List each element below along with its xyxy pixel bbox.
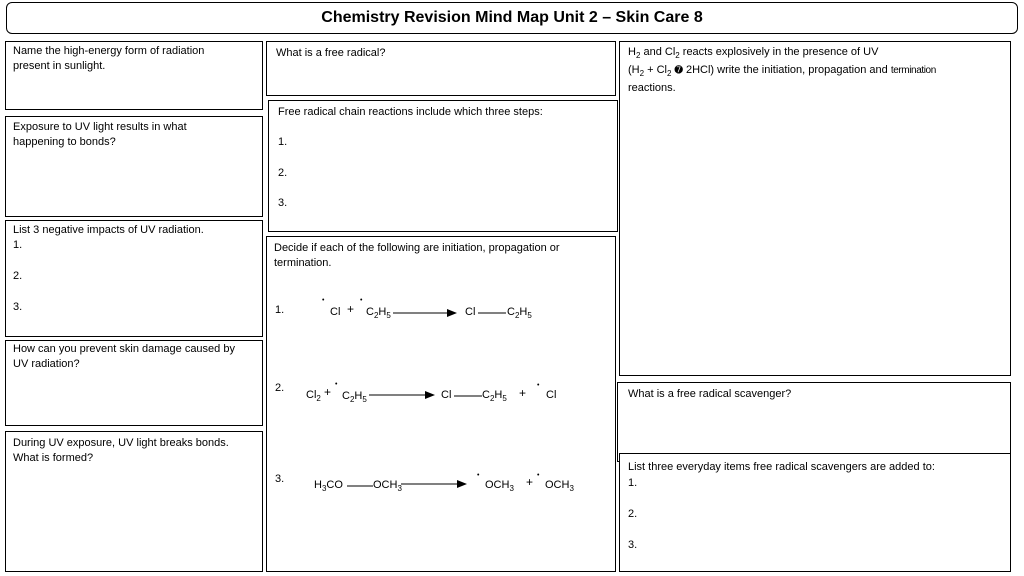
reaction-arrow xyxy=(401,480,467,488)
question-free-radical: What is a free radical? xyxy=(276,47,386,59)
product-ethyl: $C_2H_5$ xyxy=(507,306,532,321)
box-bonds-broken xyxy=(5,431,263,572)
radical-dot: • xyxy=(537,382,540,389)
box-scavenger xyxy=(617,382,1011,462)
reactant-cl-radical: Cl xyxy=(330,306,341,318)
radical-dot: • xyxy=(477,472,480,479)
question-line-2: ($H_2 + Cl_2$ ➐ 2HCl) write the initiation, propagation and termination xyxy=(628,64,936,79)
plus-sign: + xyxy=(526,475,534,489)
bond-line xyxy=(347,485,373,487)
question-uv-bonds: Exposure to UV light results in what happening to bonds? xyxy=(13,121,187,148)
box-scavenger-items xyxy=(619,453,1011,572)
product-ethyl: $C_2H_5$ xyxy=(482,389,507,404)
box-uv-impacts xyxy=(5,220,263,337)
step-number-3: 3. xyxy=(278,197,288,209)
box-hcl-reaction xyxy=(619,41,1011,376)
radical-dot: • xyxy=(335,381,338,388)
question-scavenger: What is a free radical scavenger? xyxy=(628,388,792,400)
radical-dot: • xyxy=(360,297,363,304)
product-cl: Cl xyxy=(465,306,476,318)
product-methoxy-radical: $OCH_3$ xyxy=(485,479,514,494)
reactant-ethyl-radical: $C_2H_5$ xyxy=(342,390,367,405)
item-number-1: 1. xyxy=(628,477,638,489)
question-chain-steps: Free radical chain reactions include which three steps: xyxy=(278,106,543,118)
radical-dot: • xyxy=(537,472,540,479)
box-chain-steps xyxy=(268,100,618,232)
plus-sign: + xyxy=(324,385,332,399)
bond-line xyxy=(478,312,506,314)
reaction-arrow xyxy=(369,391,435,399)
list-number-2: 2. xyxy=(13,270,23,282)
reactant-ethyl-radical: $C_2H_5$ xyxy=(366,306,391,321)
bond-line xyxy=(454,395,482,397)
question-scavenger-items: List three everyday items free radical scavengers are added to: xyxy=(628,461,935,473)
item-number-3: 3. xyxy=(628,539,638,551)
question-line-1: $H_2$ and $Cl_2$ reacts explosively in the presence of UV xyxy=(628,46,879,61)
page-title: Chemistry Revision Mind Map Unit 2 – Skin Care 8 xyxy=(321,9,703,26)
question-line-3: reactions. xyxy=(628,82,676,95)
question-hcl-reaction xyxy=(628,45,1008,96)
reaction-arrow xyxy=(393,309,457,317)
question-reaction-types: Decide if each of the following are initiation, propagation or termination. xyxy=(274,242,560,269)
box-uv-bonds xyxy=(5,116,263,217)
list-number-1: 1. xyxy=(13,239,23,251)
reaction-number-3: 3. xyxy=(275,473,285,485)
question-radiation-form: Name the high-energy form of radiation present in sunlight. xyxy=(13,45,205,72)
plus-sign: + xyxy=(347,302,355,316)
reaction-number-1: 1. xyxy=(275,304,285,316)
question-prevent-damage: How can you prevent skin damage caused by UV radiation? xyxy=(13,343,235,370)
product-cl-radical: Cl xyxy=(546,389,557,401)
step-number-2: 2. xyxy=(278,167,288,179)
item-number-2: 2. xyxy=(628,508,638,520)
box-reaction-types xyxy=(266,236,616,572)
list-number-3: 3. xyxy=(13,301,23,313)
product-cl: Cl xyxy=(441,389,452,401)
reactant-methoxy-right: $OCH_3$ xyxy=(373,479,402,494)
box-free-radical xyxy=(266,41,616,96)
box-radiation-form xyxy=(5,41,263,110)
question-uv-impacts: List 3 negative impacts of UV radiation. xyxy=(13,224,204,236)
reactant-chlorine: $Cl_2$ xyxy=(306,389,321,404)
reactant-methoxy-left: $H_3CO$ xyxy=(314,479,343,494)
radical-dot: • xyxy=(322,297,325,304)
reaction-number-2: 2. xyxy=(275,382,285,394)
product-methoxy-radical: $OCH_3$ xyxy=(545,479,574,494)
box-prevent-damage xyxy=(5,340,263,426)
reaction-arrow-icon: ➐ xyxy=(674,65,683,77)
plus-sign: + xyxy=(519,386,527,400)
question-bonds-broken: During UV exposure, UV light breaks bonds. What is formed? xyxy=(13,437,229,464)
step-number-1: 1. xyxy=(278,136,288,148)
page-title-box xyxy=(6,2,1018,34)
